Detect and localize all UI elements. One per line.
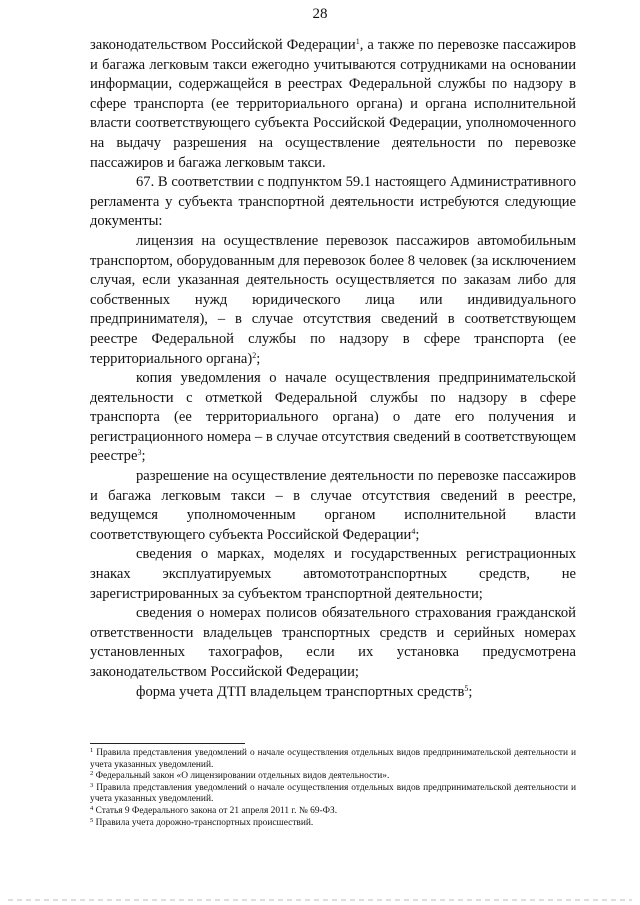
paragraph-taxi-permit <box>90 467 576 545</box>
paragraph-text-tail: ; <box>415 526 420 543</box>
footnote-mark: 5 <box>90 816 94 824</box>
footnote-ref: 3 <box>137 448 142 458</box>
footnote-mark: 4 <box>90 804 94 812</box>
footnote-text: Правила учета дорожно-транспортных происшествий. <box>95 817 314 828</box>
paragraph-text: лицензия на осуществление перевозок пассажиров автомобильным транспортом, оборудованным для перевозок более 8 человек (за исключением случая, если указанная деятельность осуществляется по заказам либо для собственных нужд юридического лица или индивидуального предпринимателя), – в случае отсутствия сведений в соответствующем реестре Федеральной службы по надзору в сфере транспорта (ее территориального органа) <box>90 232 576 367</box>
paragraph-license <box>90 232 576 369</box>
scan-edge-noise <box>8 899 632 901</box>
footnote-item <box>90 806 576 818</box>
footnote-item <box>90 748 576 771</box>
footnote-ref: 2 <box>252 350 257 360</box>
paragraph-text-tail: ; <box>141 448 146 465</box>
footnote-text: Федеральный закон «О лицензировании отдельных видов деятельности». <box>95 771 390 782</box>
footnote-item <box>90 818 576 830</box>
paragraph-accident-form <box>90 683 576 703</box>
paragraph-insurance-info <box>90 604 576 682</box>
paragraph-vehicle-info <box>90 545 576 604</box>
footnote-text: Статья 9 Федерального закона от 21 апреля 2011 г. № 69-ФЗ. <box>95 805 338 816</box>
paragraph-text-tail: , а также по перевозке пассажиров и багажа легковым такси ежегодно учитываются сотрудниками на основании информации, содержащейся в реестрах Федеральной службы по надзору в сфере транспорта (ее территориального органа) и органа исполнительной власти соответствующего субъекта Российской Федерации, уполномоченного на выдачу разрешения на осуществление деятельности по перевозке пассажиров и багажа легковым такси. <box>90 37 576 171</box>
paragraph-text: разрешение на осуществление деятельности по перевозке пассажиров и багажа легковым такси – в случае отсутствия сведений в реестре, ведущемся уполномоченным органом исполнительной власти соответствующего субъекта Российской Федерации <box>90 468 576 543</box>
footnote-item <box>90 783 576 806</box>
paragraph-text: 67. В соответствии с подпунктом 59.1 настоящего Административного регламента у субъекта транспортной деятельности истребуются следующие документы: <box>90 174 576 230</box>
footnote-text: Правила представления уведомлений о начале осуществления отдельных видов предпринимательской деятельности и учета указанных уведомлений. <box>90 748 576 770</box>
page-number: 28 <box>312 6 328 22</box>
footnote-ref: 5 <box>464 683 469 693</box>
paragraph-item-67 <box>90 173 576 232</box>
paragraph-notification-copy <box>90 369 576 467</box>
footnote-item <box>90 771 576 783</box>
paragraph-text: форма учета ДТП владельцем транспортных средств <box>136 683 465 700</box>
footnote-ref: 1 <box>355 37 360 46</box>
footnote-mark: 2 <box>90 770 94 778</box>
document-body <box>90 36 576 702</box>
footnote-mark: 1 <box>90 747 94 754</box>
paragraph-text: сведения о номерах полисов обязательного страхования гражданской ответственности владельцев транспортных средств и серийных номерах установленных тахографов, если их установка предусмотрена законодательством Российской Федерации; <box>90 605 576 680</box>
footnote-ref: 4 <box>411 526 416 536</box>
footnotes <box>90 748 576 829</box>
paragraph-text: законодательством Российской Федерации <box>90 37 356 53</box>
paragraph-text: копия уведомления о начале осуществления предпринимательской деятельности с отметкой Федеральной службы по надзору в сфере транспорта (ее территориального органа) о дате его получения и регистрационного номера – в случае отсутствия сведений в соответствующем реестре <box>90 370 576 465</box>
paragraph-text: сведения о марках, моделях и государственных регистрационных знаках эксплуатируемых автомототранспортных средств, не зарегистрированных за субъектом транспортной деятельности; <box>90 546 576 602</box>
paragraph-continuation <box>90 36 576 173</box>
paragraph-text-tail: ; <box>468 683 473 700</box>
footnote-separator <box>90 743 245 744</box>
footnote-text: Правила представления уведомлений о начале осуществления отдельных видов предпринимательской деятельности и учета указанных уведомлений. <box>90 782 576 805</box>
footnote-mark: 3 <box>90 781 94 789</box>
paragraph-text-tail: ; <box>256 350 261 367</box>
